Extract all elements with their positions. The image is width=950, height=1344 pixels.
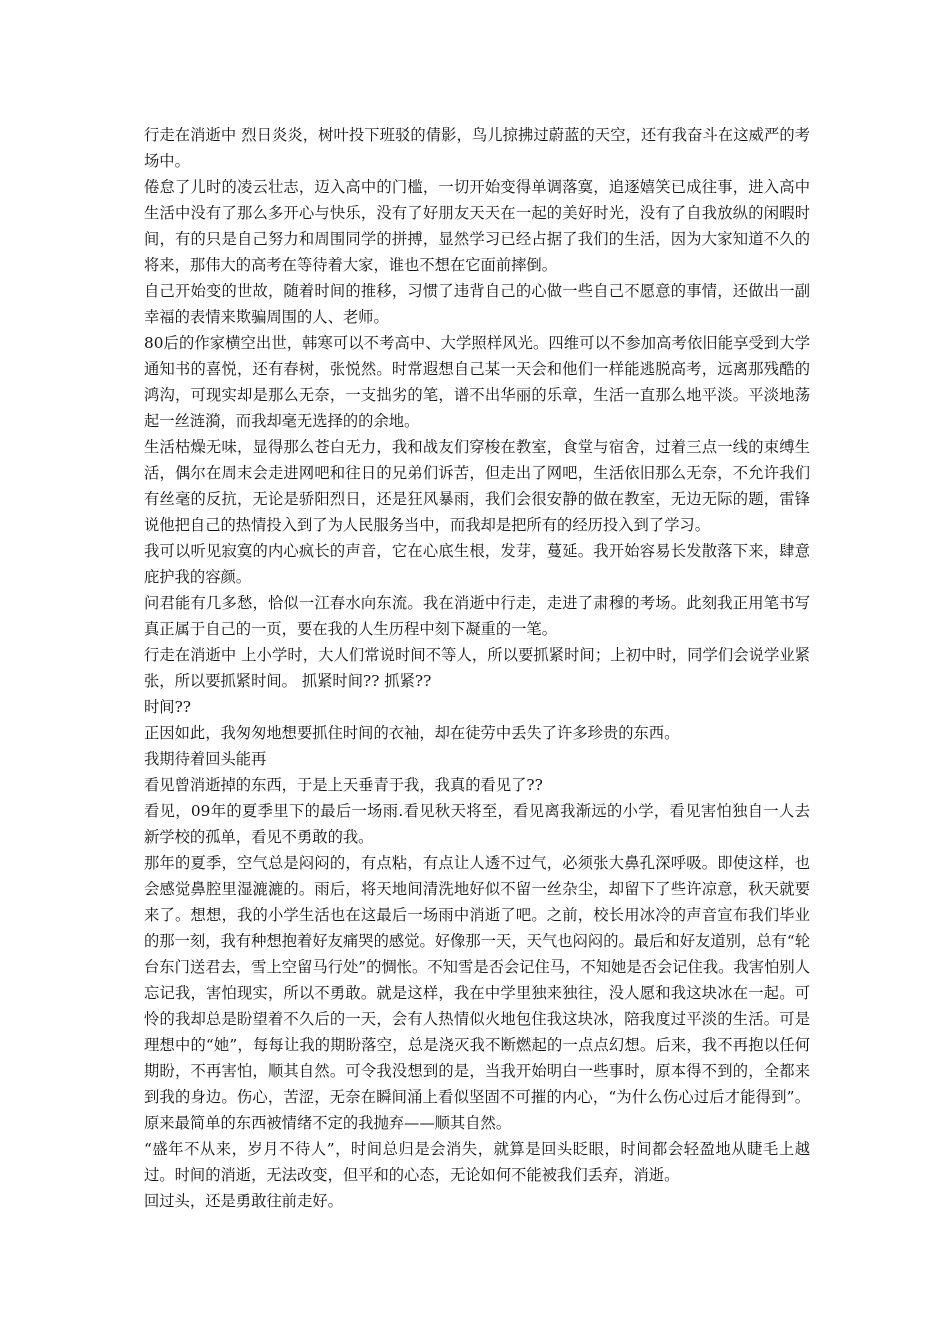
paragraph: 生活枯燥无味，显得那么苍白无力，我和战友们穿梭在教室，食堂与宿舍，过着三点一线的束缚生活，偶尔在周末会走进网吧和往日的兄弟们诉苦，但走出了网吧，生活依旧那么无奈，不允许我们有丝毫的反抗，无论是骄阳烈日，还是狂风暴雨，我们会很安静的做在教室，无边无际的题，雷锋说他把自己的热情投入到了为人民服务当中，而我却是把所有的经历投入到了学习。: [144, 438, 810, 534]
paragraph: 那年的夏季，空气总是闷闷的，有点粘，有点让人透不过气，必须张大鼻孔深呼吸。即使这样，也会感觉鼻腔里湿漉漉的。雨后，将天地间清洗地好似不留一丝杂尘，却留下了些许凉意，秋天就要来了。想想，我的小学生活也在这最后一场雨中消逝了吧。之前，校长用冰冷的声音宣布我们毕业的那一刻，我有种想抱着好友痛哭的感觉。好像那一天，天气也闷闷的。最后和好友道别，总有“轮台东门送君去，雪上空留马行处”的惆怅。不知雪是否会记住马，不知她是否会记住我。我害怕别人忘记我，害怕现实，所以不勇敢。就是这样，我在中学里独来独往，没人愿和我这块冰在一起。可怜的我却总是盼望着不久后的一天，会有人热情似火地包住我这块冰，陪我度过平淡的生活。可是理想中的“她”，每每让我的期盼落空，总是浇灭我不断燃起的一点点幻想。后来，我不再抱以任何期盼，不再害怕，顺其自然。可令我没想到的是，当我开始明白一些事时，原本得不到的，全都来到我的身边。伤心，苦涩，无奈在瞬间涌上看似坚固不可摧的内心，“为什么伤心过后才能得到”。原来最简单的东西被情绪不定的我抛弃——顺其自然。: [144, 854, 810, 1132]
paragraph: 行走在消逝中 上小学时，大人们常说时间不等人，所以要抓紧时间；上初中时，同学们会说学业紧张，所以要抓紧时间。 抓紧时间?? 抓紧??: [144, 646, 810, 690]
paragraph: 我期待着回头能再: [144, 750, 267, 768]
paragraph: 看见，09年的夏季里下的最后一场雨.看见秋天将至，看见离我渐远的小学，看见害怕独自一人去新学校的孤单，看见不勇敢的我。: [144, 802, 810, 846]
paragraph: 倦怠了儿时的凌云壮志，迈入高中的门槛，一切开始变得单调落寞，追逐嬉笑已成往事，进入高中生活中没有了那么多开心与快乐，没有了好朋友天天在一起的美好时光，没有了自我放纵的闲暇时间，有的只是自己努力和周围同学的拼搏，显然学习已经占据了我们的生活，因为大家知道不久的将来，那伟大的高考在等待着大家，谁也不想在它面前摔倒。: [144, 178, 810, 274]
document-body: [144, 122, 810, 1214]
paragraph: 时间??: [144, 698, 191, 716]
paragraph: 正因如此，我匆匆地想要抓住时间的衣袖，却在徒劳中丢失了许多珍贵的东西。: [144, 724, 680, 742]
paragraph: 我可以听见寂寞的内心疯长的声音，它在心底生根，发芽，蔓延。我开始容易长发散落下来，肆意庇护我的容颜。: [144, 542, 810, 586]
paragraph: 看见曾消逝掉的东西，于是上天垂青于我，我真的看见了??: [144, 776, 543, 794]
paragraph: “盛年不从来，岁月不待人”，时间总归是会消失，就算是回头眨眼，时间都会轻盈地从睫毛上越过。时间的消逝，无法改变，但平和的心态，无论如何不能被我们丢弃，消逝。: [144, 1140, 810, 1184]
paragraph: 行走在消逝中 烈日炎炎，树叶投下班驳的倩影，鸟儿掠拂过蔚蓝的天空，还有我奋斗在这威严的考场中。: [144, 126, 810, 170]
paragraph: 自己开始变的世故，随着时间的推移，习惯了违背自己的心做一些自己不愿意的事情，还做出一副幸福的表情来欺骗周围的人、老师。: [144, 282, 810, 326]
paragraph: 问君能有几多愁，恰似一江春水向东流。我在消逝中行走，走进了肃穆的考场。此刻我正用笔书写真正属于自己的一页，要在我的人生历程中刻下凝重的一笔。: [144, 594, 810, 638]
paragraph: 80后的作家横空出世，韩寒可以不考高中、大学照样风光。四维可以不参加高考依旧能享受到大学通知书的喜悦，还有春树，张悦然。时常遐想自己某一天会和他们一样能逃脱高考，远离那残酷的鸿沟，可现实却是那么无奈，一支拙劣的笔，谱不出华丽的乐章，生活一直那么地平淡。平淡地荡起一丝涟漪，而我却毫无选择的的余地。: [144, 334, 810, 430]
paragraph: 回过头，还是勇敢往前走好。: [144, 1192, 343, 1210]
